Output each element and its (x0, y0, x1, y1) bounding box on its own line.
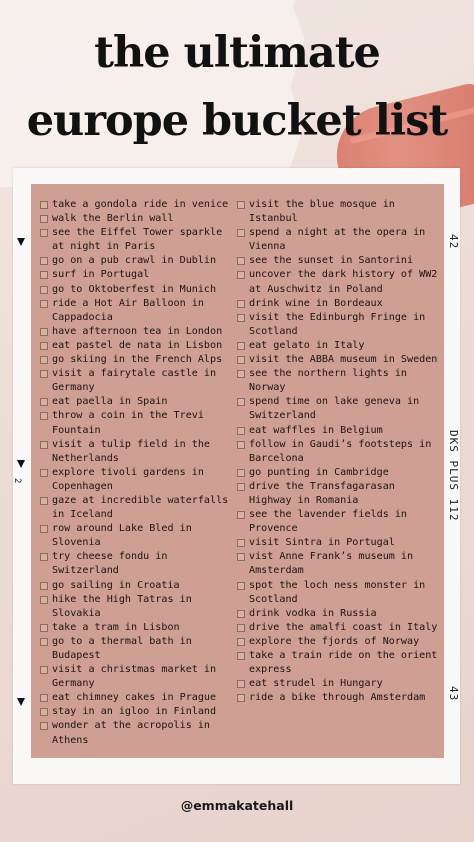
title-line-2: europe bucket list (26, 96, 448, 146)
bucket-list-item: go punting in Cambridge (237, 466, 442, 480)
bucket-list-item: eat gelato in Italy (237, 339, 442, 353)
bucket-list-item: go sailing in Croatia (40, 579, 240, 593)
film-edge-top-number: 42 (447, 234, 460, 250)
bucket-list-item: visit a tulip field in the Netherlands (40, 438, 240, 466)
bucket-list-item: eat strudel in Hungary (237, 677, 442, 691)
bucket-list-item: stay in an igloo in Finland (40, 705, 240, 719)
bucket-list-item: drive the amalfi coast in Italy (237, 621, 442, 635)
bucket-list-item: ride a bike through Amsterdam (237, 691, 442, 705)
bucket-list-item: spend time on lake geneva in Switzerland (237, 395, 442, 423)
bucket-list-item: drink wine in Bordeaux (237, 297, 442, 311)
bucket-list-item: hike the High Tatras in Slovakia (40, 593, 240, 621)
bucket-list-item: wonder at the acropolis in Athens (40, 719, 240, 747)
bucket-list-item: vist Anne Frank’s museum in Amsterdam (237, 550, 442, 578)
bucket-list-item: explore tivoli gardens in Copenhagen (40, 466, 240, 494)
bucket-list-left-column (40, 198, 240, 748)
film-marker-triangle-icon (17, 698, 25, 706)
bucket-list-item: throw a coin in the Trevi Fountain (40, 409, 240, 437)
bucket-list-item: see the lavender fields in Provence (237, 508, 442, 536)
bucket-list-item: take a tram in Lisbon (40, 621, 240, 635)
bucket-list-item: visit a fairytale castle in Germany (40, 367, 240, 395)
bucket-list-item: visit the Edinburgh Fringe in Scotland (237, 311, 442, 339)
bucket-list-item: visit the ABBA museum in Sweden (237, 353, 442, 367)
bucket-list-item: drink vodka in Russia (237, 607, 442, 621)
bucket-list-item: try cheese fondu in Switzerland (40, 550, 240, 578)
bucket-list-item: surf in Portugal (40, 268, 240, 282)
bucket-list-item: drive the Transfagarasan Highway in Romania (237, 480, 442, 508)
bucket-list-item: go skiing in the French Alps (40, 353, 240, 367)
bucket-list-item: spot the loch ness monster in Scotland (237, 579, 442, 607)
film-marker-triangle-icon (17, 460, 25, 468)
bucket-list-right-column (237, 198, 442, 705)
bucket-list-item: eat chimney cakes in Prague (40, 691, 240, 705)
bucket-list-item: eat pastel de nata in Lisbon (40, 339, 240, 353)
bucket-list-item: visit the blue mosque in Istanbul (237, 198, 442, 226)
bucket-list-item: follow in Gaudi’s footsteps in Barcelona (237, 438, 442, 466)
bucket-list-item: ride a Hot Air Balloon in Cappadocia (40, 297, 240, 325)
film-edge-brand: DKS PLUS 112 (447, 430, 460, 522)
title-line-1: the ultimate (94, 28, 380, 78)
bucket-list-item: eat paella in Spain (40, 395, 240, 409)
film-edge-bottom-number: 43 (447, 686, 460, 702)
bucket-list-item: go to Oktoberfest in Munich (40, 283, 240, 297)
bucket-list-item: gaze at incredible waterfalls in Iceland (40, 494, 240, 522)
bucket-list-item: row around Lake Bled in Slovenia (40, 522, 240, 550)
film-edge-left-number: 2 (12, 478, 22, 485)
bucket-list-item: see the Eiffel Tower sparkle at night in Paris (40, 226, 240, 254)
bucket-list-item: visit Sintra in Portugal (237, 536, 442, 550)
bucket-list-item: explore the fjords of Norway (237, 635, 442, 649)
bucket-list-item: uncover the dark history of WW2 at Auschwitz in Poland (237, 268, 442, 296)
bucket-list-item: take a train ride on the orient express (237, 649, 442, 677)
bucket-list-item: spend a night at the opera in Vienna (237, 226, 442, 254)
bucket-list-item: see the sunset in Santorini (237, 254, 442, 268)
bucket-list-item: go to a thermal bath in Budapest (40, 635, 240, 663)
bucket-list-item: take a gondola ride in venice (40, 198, 240, 212)
bucket-list-item: see the northern lights in Norway (237, 367, 442, 395)
bucket-list-item: walk the Berlin wall (40, 212, 240, 226)
bucket-list-item: visit a christmas market in Germany (40, 663, 240, 691)
instagram-handle: @emmakatehall (180, 798, 294, 813)
film-marker-triangle-icon (17, 238, 25, 246)
bucket-list-item: have afternoon tea in London (40, 325, 240, 339)
bucket-list-item: eat waffles in Belgium (237, 424, 442, 438)
bucket-list-item: go on a pub crawl in Dublin (40, 254, 240, 268)
